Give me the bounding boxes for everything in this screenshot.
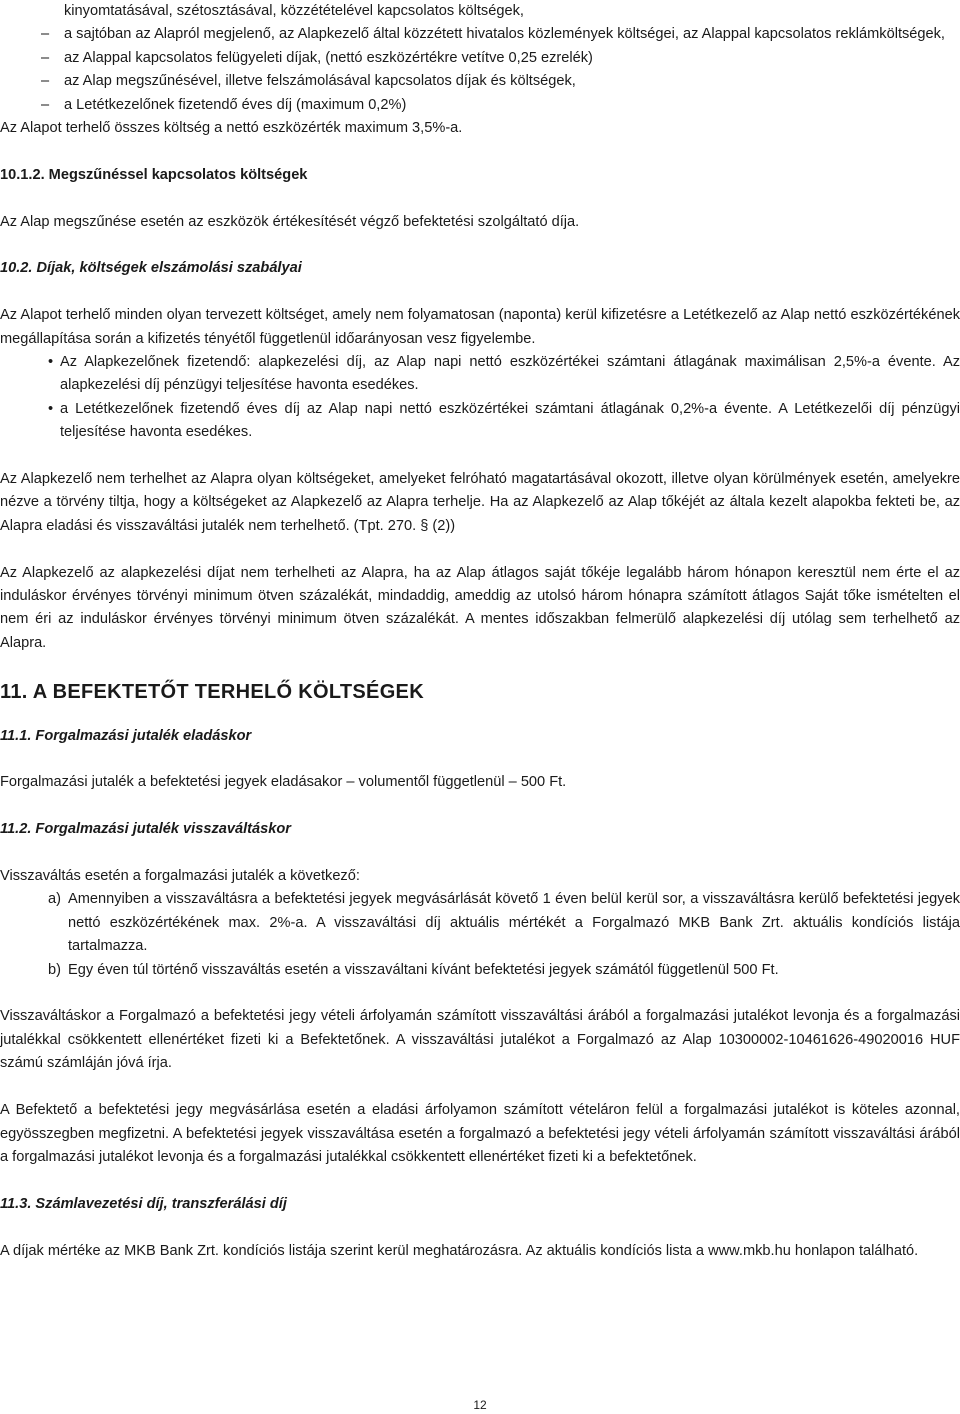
page-number: 12 — [473, 1398, 487, 1412]
paragraph: Az Alapkezelő az alapkezelési díjat nem terhelheti az Alapra, ha az Alap átlagos saját tőkéje legalább három hónapon keresztül nem érte el az induláskor érvényes törvényi minimum ötven százalékát, mindaddig, ameddig az utolsó három hónapra számított átlagos Saját tőke ismételten el nem éri az induláskor érvényes törvényi minimum ötven százalékát. A mentes időszakban felmerülő alapkezelési díj utólag sem terhelhető az Alapra. — [0, 564, 960, 651]
section-heading-11-3: 11.3. Számlavezetési díj, transzferálási díj — [0, 1195, 287, 1212]
enum-item — [0, 959, 960, 982]
section-heading-11-1: 11.1. Forgalmazási jutalék eladáskor — [0, 727, 252, 744]
bullet-item — [3, 351, 960, 398]
section-intro-11-2: Visszaváltás esetén a forgalmazási jutalék a következő: — [0, 868, 360, 885]
paragraph: A Befektető a befektetési jegy megvásárlása esetén a eladási árfolyamon számított vételáron felül a forgalmazási jutalékot is köteles azonnal, egyösszegben megfizetni. A befektetési jegyek visszaváltása esetén a forgalmazó a befektetési jegy vételi árfolyamán számított visszaváltási árából a forgalmazási jutalékot levonja és a forgalmazási jutalékkal csökkentett ellenértéket fizeti ki a befektetőnek. — [0, 1102, 960, 1165]
dash-symbol: – — [41, 73, 50, 90]
section-heading-10-1-2: 10.1.2. Megszűnéssel kapcsolatos költségek — [0, 166, 308, 183]
dash-symbol: – — [41, 49, 50, 66]
enum-label: a) — [48, 891, 61, 908]
dash-item — [0, 23, 960, 46]
dash-symbol: – — [41, 96, 50, 113]
section-heading-10-2: 10.2. Díjak, költségek elszámolási szabályai — [0, 260, 302, 277]
dash-item-text: az Alap megszűnésével, illetve felszámolásával kapcsolatos díjak és költségek, — [64, 73, 576, 90]
bullet-text: a Letétkezelőnek fizetendő éves díj az Alap napi nettó eszközértékei számtani átlagának 0,2%-a évente. A Letétkezelői díj pénzügyi teljesítése havonta esedékes. — [60, 400, 960, 441]
dash-item — [0, 70, 960, 93]
section-heading-11: 11. A BEFEKTETŐT TERHELŐ KÖLTSÉGEK — [0, 680, 424, 703]
paragraph: Visszaváltáskor a Forgalmazó a befektetési jegy vételi árfolyamán számított visszaváltási árából a forgalmazási jutalékot levonja és a forgalmazási jutalékkal csökkentett ellenértéket fizeti ki a Befektetőnek. A visszaváltási jutalékot a Forgalmazó az Alap 10300002-10461626-49020016 HUF számú számláján jóvá írja. — [0, 1008, 960, 1072]
enum-label: b) — [48, 961, 61, 978]
bullet-item — [3, 398, 960, 445]
dash-item — [0, 94, 960, 117]
section-text-10-1-2: Az Alap megszűnése esetén az eszközök értékesítését végző befektetési szolgáltató díja. — [0, 213, 580, 230]
dash-item-text: a sajtóban az Alapról megjelenő, az Alapkezelő által közzétett hivatalos közlemények költségei, az Alappal kapcsolatos reklámköltségek, — [64, 26, 945, 43]
enum-text: Egy éven túl történő visszaváltás esetén a visszaváltani kívánt befektetési jegyek számától függetlenül 500 Ft. — [68, 961, 779, 978]
dash-item-text: a Letétkezelőnek fizetendő éves díj (maximum 0,2%) — [64, 96, 407, 113]
paragraph: Az Alapkezelő nem terhelhet az Alapra olyan költségeket, amelyeket felróható magatartásával okozott, illetve olyan körülmények esetén, amelyekre nézve a törvény tiltja, hogy a költségeket az Alapkezelő az Alapra terhelje. Ha az Alapkezelő az Alap tőkéjét az általa kezelt alapokba fekteti be, az Alapra eladási és visszaváltási jutalék nem terhelhető. (Tpt. 270. § (2)) — [0, 471, 960, 534]
bullet-symbol: • — [48, 400, 54, 417]
section-text-11-3: A díjak mértéke az MKB Bank Zrt. kondíciós listája szerint kerül meghatározásra. Az aktuális kondíciós lista a www.mkb.hu honlapon található. — [0, 1242, 919, 1259]
paragraph: Az Alapot terhelő minden olyan tervezett költséget, amely nem folyamatosan (naponta) kerül kifizetésre a Letétkezelő az Alap nettó eszközértékének megállapítása során a kifizetés tényétől függetlenül időarányosan vesz figyelembe. — [0, 307, 960, 347]
section-heading-11-2: 11.2. Forgalmazási jutalék visszaváltáskor — [0, 821, 291, 838]
intro-line: kinyomtatásával, szétosztásával, közzétételével kapcsolatos költségek, — [64, 3, 524, 19]
enum-text: Amennyiben a visszaváltásra a befektetési jegyek megvásárlását követő 1 éven belül kerül sor, a visszaváltásra kerülő befektetési jegyek nettó eszközértékének max. 2%-a. A visszaváltási díj aktuális mértékét a Forgalmazó MKB Bank Zrt. aktuális kondíciós listája tartalmazza. — [68, 891, 960, 955]
enum-item — [0, 888, 960, 958]
total-cost-line: Az Alapot terhelő összes költség a nettó eszközérték maximum 3,5%-a. — [0, 120, 463, 137]
bullet-text: Az Alapkezelőnek fizetendő: alapkezelési díj, az Alap napi nettó eszközértékei számtani átlagának maximálisan 2,5%-a évente. Az alapkezelési díj pénzügyi teljesítése havonta esedékes. — [60, 354, 960, 394]
dash-symbol: – — [41, 26, 50, 43]
section-text-11-1: Forgalmazási jutalék a befektetési jegyek eladásakor – volumentől függetlenül – 500 Ft. — [0, 774, 567, 791]
bullet-symbol: • — [48, 354, 54, 371]
dash-item-text: az Alappal kapcsolatos felügyeleti díjak, (nettó eszközértékre vetítve 0,25 ezrelék) — [64, 49, 593, 66]
dash-item — [0, 47, 960, 70]
